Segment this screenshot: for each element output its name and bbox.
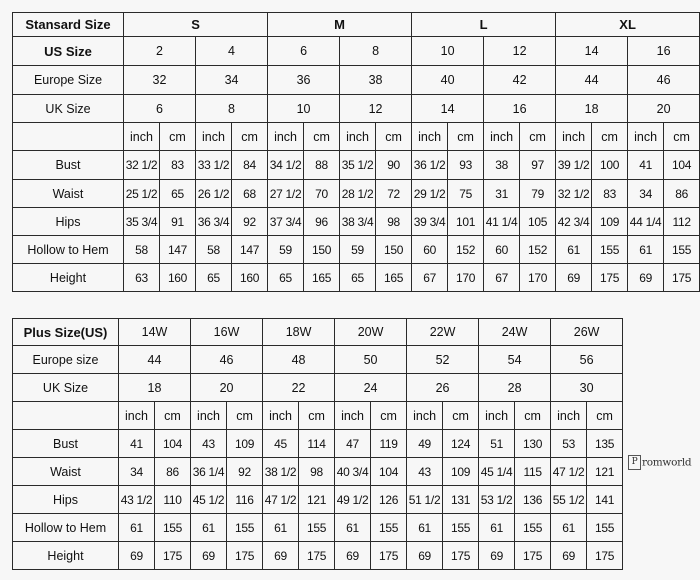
plus-unit-row [13, 402, 623, 430]
size-group-label: XL [556, 13, 700, 37]
plus-size-table [12, 318, 623, 570]
measurement-value: 175 [664, 264, 700, 292]
plus-measurement-value: 69 [119, 542, 155, 570]
measurement-value: 58 [124, 236, 160, 264]
plus-measurement-value: 69 [191, 542, 227, 570]
measurement-value: 59 [268, 236, 304, 264]
plus-measurement-value: 155 [515, 514, 551, 542]
plus-uk-size-value: 18 [119, 374, 191, 402]
measurement-value: 75 [448, 180, 484, 208]
us-size-value: 10 [412, 37, 484, 66]
plus-measurement-value: 38 1/2 [263, 458, 299, 486]
plus-measurement-value: 155 [371, 514, 407, 542]
unit-cm-label: cm [664, 123, 700, 151]
plus-measurement-value: 109 [227, 430, 263, 458]
plus-measurement-value: 36 1/4 [191, 458, 227, 486]
plus-measurement-label: Hips [13, 486, 119, 514]
plus-measurement-value: 43 [407, 458, 443, 486]
plus-measurement-value: 69 [263, 542, 299, 570]
us-size-value: 12 [484, 37, 556, 66]
plus-unit-inch-label: inch [479, 402, 515, 430]
measurement-value: 65 [160, 180, 196, 208]
measurement-value: 37 3/4 [268, 208, 304, 236]
europe-size-value: 32 [124, 66, 196, 95]
measurement-value: 35 1/2 [340, 151, 376, 180]
measurement-value: 88 [304, 151, 340, 180]
plus-measurement-value: 43 [191, 430, 227, 458]
us-size-value: 16 [628, 37, 700, 66]
measurement-value: 41 1/4 [484, 208, 520, 236]
uk-size-value: 16 [484, 95, 556, 123]
plus-measurement-value: 109 [443, 458, 479, 486]
measurement-value: 58 [196, 236, 232, 264]
plus-measurement-value: 53 [551, 430, 587, 458]
measurement-value: 39 3/4 [412, 208, 448, 236]
plus-unit-inch-label: inch [407, 402, 443, 430]
measurement-label: Hollow to Hem [13, 236, 124, 264]
europe-size-row [13, 66, 700, 95]
plus-measurement-value: 104 [155, 430, 191, 458]
plus-measurement-value: 51 1/2 [407, 486, 443, 514]
plus-measurement-value: 155 [227, 514, 263, 542]
plus-measurement-value: 110 [155, 486, 191, 514]
us-size-value: 2 [124, 37, 196, 66]
plus-measurement-value: 115 [515, 458, 551, 486]
plus-us-size-value: 14W [119, 319, 191, 346]
measurement-value: 26 1/2 [196, 180, 232, 208]
measurement-value: 150 [304, 236, 340, 264]
europe-size-value: 38 [340, 66, 412, 95]
measurement-value: 83 [160, 151, 196, 180]
measurement-value: 38 [484, 151, 520, 180]
measurement-value: 65 [268, 264, 304, 292]
plus-measurement-value: 61 [335, 514, 371, 542]
measurement-row [13, 264, 700, 292]
plus-unit-inch-label: inch [119, 402, 155, 430]
plus-measurement-value: 49 [407, 430, 443, 458]
measurement-value: 105 [520, 208, 556, 236]
plus-measurement-label: Bust [13, 430, 119, 458]
measurement-value: 32 1/2 [556, 180, 592, 208]
plus-uk-size-value: 26 [407, 374, 479, 402]
measurement-value: 170 [520, 264, 556, 292]
plus-europe-size-value: 48 [263, 346, 335, 374]
measurement-value: 44 1/4 [628, 208, 664, 236]
europe-size-value: 44 [556, 66, 628, 95]
plus-measurement-value: 121 [587, 458, 623, 486]
plus-measurement-value: 40 3/4 [335, 458, 371, 486]
unit-cm-label: cm [592, 123, 628, 151]
unit-cm-label: cm [160, 123, 196, 151]
plus-measurement-row [13, 542, 623, 570]
unit-cm-label: cm [304, 123, 340, 151]
plus-measurement-value: 45 1/4 [479, 458, 515, 486]
uk-size-value: 14 [412, 95, 484, 123]
measurement-label: Bust [13, 151, 124, 180]
plus-measurement-value: 131 [443, 486, 479, 514]
plus-measurement-value: 116 [227, 486, 263, 514]
plus-measurement-value: 55 1/2 [551, 486, 587, 514]
plus-measurement-label: Waist [13, 458, 119, 486]
plus-measurement-value: 136 [515, 486, 551, 514]
size-group-label: L [412, 13, 556, 37]
plus-measurement-value: 45 [263, 430, 299, 458]
plus-measurement-value: 175 [299, 542, 335, 570]
measurement-value: 38 3/4 [340, 208, 376, 236]
measurement-value: 28 1/2 [340, 180, 376, 208]
uk-size-value: 18 [556, 95, 628, 123]
uk-size-label: UK Size [13, 95, 124, 123]
measurement-value: 90 [376, 151, 412, 180]
measurement-value: 69 [628, 264, 664, 292]
uk-size-value: 6 [124, 95, 196, 123]
plus-measurement-label: Height [13, 542, 119, 570]
measurement-value: 35 3/4 [124, 208, 160, 236]
measurement-value: 33 1/2 [196, 151, 232, 180]
measurement-value: 63 [124, 264, 160, 292]
measurement-value: 31 [484, 180, 520, 208]
plus-unit-cm-label: cm [227, 402, 263, 430]
us-size-value: 4 [196, 37, 268, 66]
plus-europe-size-value: 44 [119, 346, 191, 374]
plus-uk-size-value: 28 [479, 374, 551, 402]
plus-measurement-value: 175 [155, 542, 191, 570]
plus-measurement-value: 175 [587, 542, 623, 570]
us-size-label: US Size [13, 37, 124, 66]
measurement-value: 147 [232, 236, 268, 264]
plus-uk-size-value: 22 [263, 374, 335, 402]
plus-measurement-value: 135 [587, 430, 623, 458]
measurement-value: 34 1/2 [268, 151, 304, 180]
plus-us-size-value: 18W [263, 319, 335, 346]
plus-measurement-value: 45 1/2 [191, 486, 227, 514]
watermark-mark: P [628, 455, 641, 470]
measurement-value: 83 [592, 180, 628, 208]
measurement-value: 34 [628, 180, 664, 208]
measurement-value: 65 [196, 264, 232, 292]
plus-uk-size-row [13, 374, 623, 402]
measurement-value: 67 [484, 264, 520, 292]
measurement-value: 93 [448, 151, 484, 180]
plus-measurement-value: 49 1/2 [335, 486, 371, 514]
measurement-value: 70 [304, 180, 340, 208]
plus-measurement-value: 69 [407, 542, 443, 570]
plus-us-size-row [13, 319, 623, 346]
plus-measurement-value: 124 [443, 430, 479, 458]
measurement-value: 112 [664, 208, 700, 236]
unit-inch-label: inch [484, 123, 520, 151]
measurement-row [13, 236, 700, 264]
measurement-value: 59 [340, 236, 376, 264]
plus-measurement-value: 34 [119, 458, 155, 486]
measurement-value: 100 [592, 151, 628, 180]
plus-europe-size-row [13, 346, 623, 374]
measurement-value: 160 [232, 264, 268, 292]
plus-measurement-value: 86 [155, 458, 191, 486]
europe-size-value: 46 [628, 66, 700, 95]
measurement-value: 96 [304, 208, 340, 236]
measurement-row [13, 180, 700, 208]
plus-measurement-label: Hollow to Hem [13, 514, 119, 542]
measurement-value: 155 [664, 236, 700, 264]
watermark-logo [628, 455, 691, 470]
plus-measurement-value: 155 [155, 514, 191, 542]
plus-measurement-value: 69 [335, 542, 371, 570]
measurement-value: 91 [160, 208, 196, 236]
measurement-value: 68 [232, 180, 268, 208]
unit-inch-label: inch [556, 123, 592, 151]
plus-europe-size-value: 46 [191, 346, 263, 374]
plus-unit-cm-label: cm [155, 402, 191, 430]
plus-measurement-value: 130 [515, 430, 551, 458]
measurement-value: 65 [340, 264, 376, 292]
plus-unit-inch-label: inch [263, 402, 299, 430]
measurement-value: 86 [664, 180, 700, 208]
plus-unit-inch-label: inch [335, 402, 371, 430]
plus-measurement-value: 155 [443, 514, 479, 542]
europe-size-value: 40 [412, 66, 484, 95]
us-size-row [13, 37, 700, 66]
unit-cm-label: cm [520, 123, 556, 151]
plus-measurement-row [13, 430, 623, 458]
measurement-value: 32 1/2 [124, 151, 160, 180]
measurement-value: 69 [556, 264, 592, 292]
plus-us-size-value: 16W [191, 319, 263, 346]
plus-measurement-value: 155 [299, 514, 335, 542]
us-size-value: 6 [268, 37, 340, 66]
europe-size-value: 34 [196, 66, 268, 95]
plus-unit-cm-label: cm [515, 402, 551, 430]
measurement-value: 175 [592, 264, 628, 292]
plus-measurement-value: 104 [371, 458, 407, 486]
measurement-value: 67 [412, 264, 448, 292]
unit-cm-label: cm [448, 123, 484, 151]
plus-measurement-value: 51 [479, 430, 515, 458]
uk-size-value: 12 [340, 95, 412, 123]
uk-size-value: 8 [196, 95, 268, 123]
us-size-value: 14 [556, 37, 628, 66]
measurement-value: 36 1/2 [412, 151, 448, 180]
plus-europe-size-value: 50 [335, 346, 407, 374]
plus-europe-size-value: 54 [479, 346, 551, 374]
unit-cm-label: cm [376, 123, 412, 151]
plus-measurement-row [13, 458, 623, 486]
plus-measurement-value: 119 [371, 430, 407, 458]
plus-measurement-value: 43 1/2 [119, 486, 155, 514]
measurement-value: 61 [556, 236, 592, 264]
measurement-value: 170 [448, 264, 484, 292]
plus-measurement-value: 61 [407, 514, 443, 542]
measurement-value: 165 [376, 264, 412, 292]
plus-measurement-value: 47 1/2 [551, 458, 587, 486]
uk-size-value: 20 [628, 95, 700, 123]
plus-measurement-value: 61 [263, 514, 299, 542]
unit-row-blank [13, 123, 124, 151]
measurement-row [13, 208, 700, 236]
plus-measurement-value: 41 [119, 430, 155, 458]
unit-inch-label: inch [268, 123, 304, 151]
measurement-value: 152 [520, 236, 556, 264]
plus-measurement-value: 47 1/2 [263, 486, 299, 514]
plus-measurement-value: 61 [551, 514, 587, 542]
measurement-value: 98 [376, 208, 412, 236]
plus-measurement-value: 155 [587, 514, 623, 542]
measurement-label: Height [13, 264, 124, 292]
standard-size-header: Stansard Size [13, 13, 124, 37]
measurement-value: 42 3/4 [556, 208, 592, 236]
measurement-value: 39 1/2 [556, 151, 592, 180]
plus-uk-size-value: 24 [335, 374, 407, 402]
plus-us-size-value: 24W [479, 319, 551, 346]
plus-us-size-value: 26W [551, 319, 623, 346]
plus-europe-size-value: 56 [551, 346, 623, 374]
plus-measurement-value: 175 [227, 542, 263, 570]
size-group-row [13, 13, 700, 37]
unit-inch-label: inch [628, 123, 664, 151]
plus-measurement-value: 47 [335, 430, 371, 458]
unit-inch-label: inch [412, 123, 448, 151]
europe-size-label: Europe Size [13, 66, 124, 95]
plus-measurement-value: 114 [299, 430, 335, 458]
plus-unit-row-blank [13, 402, 119, 430]
measurement-value: 27 1/2 [268, 180, 304, 208]
plus-measurement-value: 69 [479, 542, 515, 570]
plus-uk-size-label: UK Size [13, 374, 119, 402]
measurement-value: 101 [448, 208, 484, 236]
plus-unit-inch-label: inch [191, 402, 227, 430]
watermark-text: romworld [642, 456, 692, 469]
plus-measurement-row [13, 514, 623, 542]
plus-unit-inch-label: inch [551, 402, 587, 430]
plus-unit-cm-label: cm [587, 402, 623, 430]
measurement-row [13, 151, 700, 180]
plus-measurement-value: 69 [551, 542, 587, 570]
measurement-value: 150 [376, 236, 412, 264]
measurement-label: Waist [13, 180, 124, 208]
unit-row [13, 123, 700, 151]
plus-europe-size-value: 52 [407, 346, 479, 374]
measurement-value: 147 [160, 236, 196, 264]
measurement-value: 41 [628, 151, 664, 180]
measurement-label: Hips [13, 208, 124, 236]
europe-size-value: 36 [268, 66, 340, 95]
plus-measurement-value: 175 [443, 542, 479, 570]
plus-measurement-value: 126 [371, 486, 407, 514]
plus-europe-size-label: Europe size [13, 346, 119, 374]
measurement-value: 25 1/2 [124, 180, 160, 208]
plus-measurement-value: 175 [371, 542, 407, 570]
measurement-value: 165 [304, 264, 340, 292]
measurement-value: 160 [160, 264, 196, 292]
plus-measurement-row [13, 486, 623, 514]
size-group-label: M [268, 13, 412, 37]
plus-measurement-value: 141 [587, 486, 623, 514]
us-size-value: 8 [340, 37, 412, 66]
measurement-value: 152 [448, 236, 484, 264]
measurement-value: 36 3/4 [196, 208, 232, 236]
measurement-value: 60 [412, 236, 448, 264]
measurement-value: 29 1/2 [412, 180, 448, 208]
unit-inch-label: inch [196, 123, 232, 151]
plus-unit-cm-label: cm [299, 402, 335, 430]
measurement-value: 61 [628, 236, 664, 264]
unit-cm-label: cm [232, 123, 268, 151]
plus-measurement-value: 175 [515, 542, 551, 570]
plus-unit-cm-label: cm [371, 402, 407, 430]
europe-size-value: 42 [484, 66, 556, 95]
plus-measurement-value: 61 [191, 514, 227, 542]
measurement-value: 104 [664, 151, 700, 180]
plus-size-header: Plus Size(US) [13, 319, 119, 346]
measurement-value: 84 [232, 151, 268, 180]
measurement-value: 79 [520, 180, 556, 208]
plus-measurement-value: 61 [119, 514, 155, 542]
measurement-value: 92 [232, 208, 268, 236]
plus-uk-size-value: 20 [191, 374, 263, 402]
plus-unit-cm-label: cm [443, 402, 479, 430]
plus-uk-size-value: 30 [551, 374, 623, 402]
measurement-value: 109 [592, 208, 628, 236]
uk-size-value: 10 [268, 95, 340, 123]
measurement-value: 155 [592, 236, 628, 264]
unit-inch-label: inch [124, 123, 160, 151]
plus-us-size-value: 20W [335, 319, 407, 346]
size-group-label: S [124, 13, 268, 37]
plus-measurement-value: 53 1/2 [479, 486, 515, 514]
plus-measurement-value: 92 [227, 458, 263, 486]
measurement-value: 72 [376, 180, 412, 208]
plus-us-size-value: 22W [407, 319, 479, 346]
standard-size-table [12, 12, 700, 292]
plus-measurement-value: 61 [479, 514, 515, 542]
uk-size-row [13, 95, 700, 123]
measurement-value: 97 [520, 151, 556, 180]
plus-measurement-value: 98 [299, 458, 335, 486]
plus-measurement-value: 121 [299, 486, 335, 514]
unit-inch-label: inch [340, 123, 376, 151]
measurement-value: 60 [484, 236, 520, 264]
